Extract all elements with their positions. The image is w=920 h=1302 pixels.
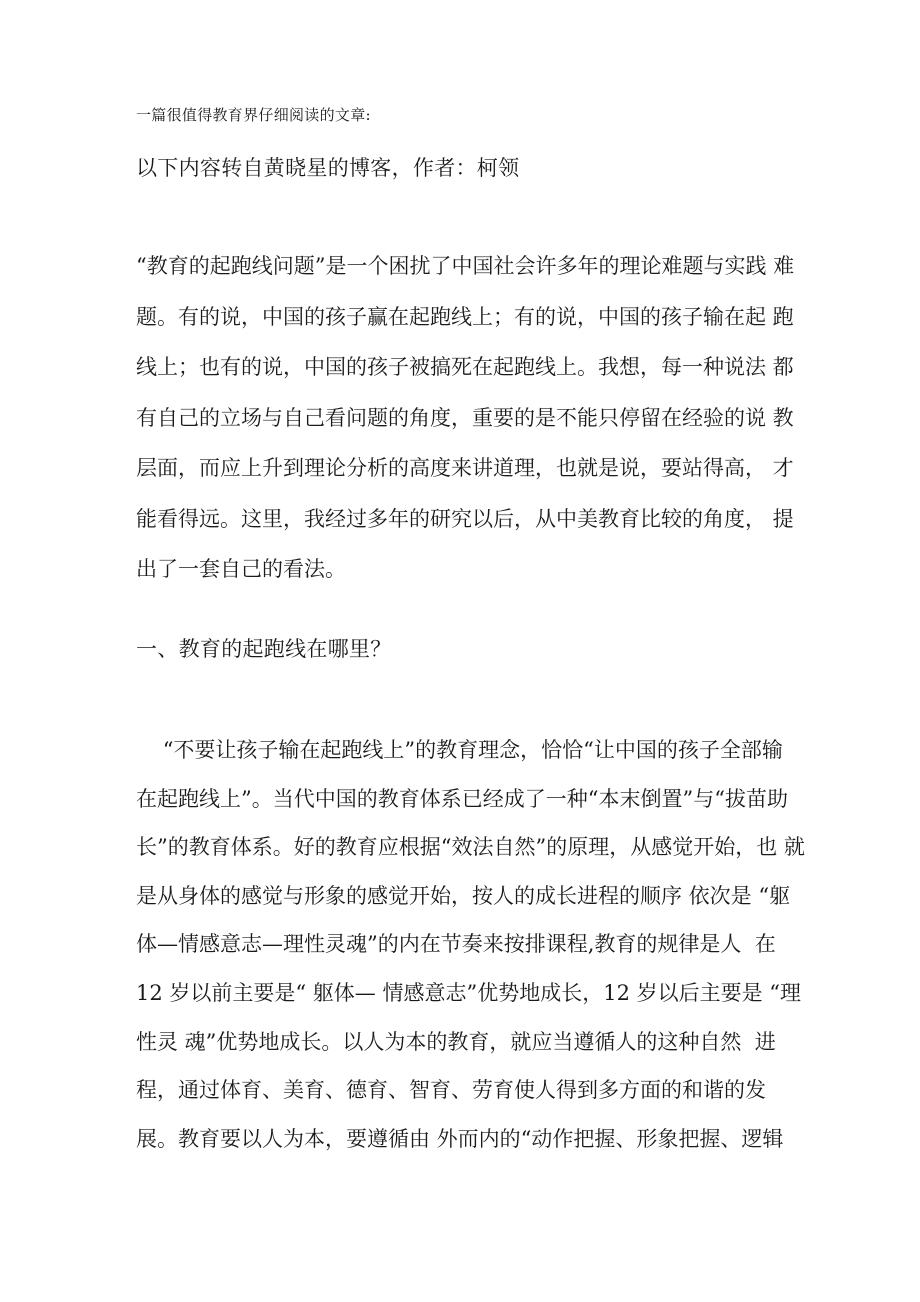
paragraph-2-line: 长”的教育体系。好的教育应根据“效法自然”的原理，从感觉开始，也 就 [136, 835, 805, 860]
source-line: 以下内容转自黄晓星的博客，作者：柯领 [136, 156, 520, 180]
paragraph-1-line: 有自己的立场与自己看问题的角度，重要的是不能只停留在经验的说 教 [136, 405, 794, 430]
paragraph-1 [136, 241, 796, 595]
paragraph-2 [136, 726, 806, 1163]
paragraph-2-line: 性灵 魂”优势地成长。以人为本的教育，就应当遵循人的这种自然 进 [136, 1029, 776, 1054]
paragraph-2-line: “不要让孩子输在起跑线上”的教育理念，恰恰“让中国的孩子全部输 [136, 738, 783, 762]
paragraph-2-line: 展。教育要以人为本，要遵循由 外而内的“动作把握、形象把握、逻辑 [136, 1126, 784, 1151]
paragraph-2-line: 体—情感意志—理性灵魂”的内在节奏来按排课程,教育的规律是人 在 [136, 932, 776, 957]
section-heading: 一、教育的起跑线在哪里？ [136, 637, 392, 661]
paragraph-2-line: 是从身体的感觉与形象的感觉开始，按人的成长进程的顺序 依次是 “躯 [136, 883, 791, 908]
paragraph-1-line: 出了一套自己的看法。 [136, 557, 346, 581]
paragraph-2-line: 12 岁以前主要是“ 躯体— 情感意志”优势地成长，12 岁以后主要是 “理 [136, 980, 802, 1005]
paragraph-1-line: 题。有的说，中国的孩子赢在起跑线上；有的说，中国的孩子输在起 跑 [136, 304, 794, 329]
paragraph-1-line: 线上；也有的说，中国的孩子被搞死在起跑线上。我想，每一种说法 都 [136, 355, 794, 379]
paragraph-1-line: 层面，而应上升到理论分析的高度来讲道理，也就是说，要站得高， 才 [136, 456, 794, 480]
paragraph-1-line: “教育的起跑线问题”是一个困扰了中国社会许多年的理论难题与实践 难 [136, 254, 795, 278]
intro-line: 一篇很值得教育界仔细阅读的文章: [136, 106, 371, 124]
paragraph-2-line: 程，通过体育、美育、德育、智育、劳育使人得到多方面的和谐的发 [136, 1078, 766, 1103]
paragraph-2-line: 在起跑线上”。当代中国的教育体系已经成了一种“本末倒置”与“拔苗助 [136, 786, 788, 811]
paragraph-1-line: 能看得远。这里，我经过多年的研究以后，从中美教育比较的角度， 提 [136, 506, 794, 531]
